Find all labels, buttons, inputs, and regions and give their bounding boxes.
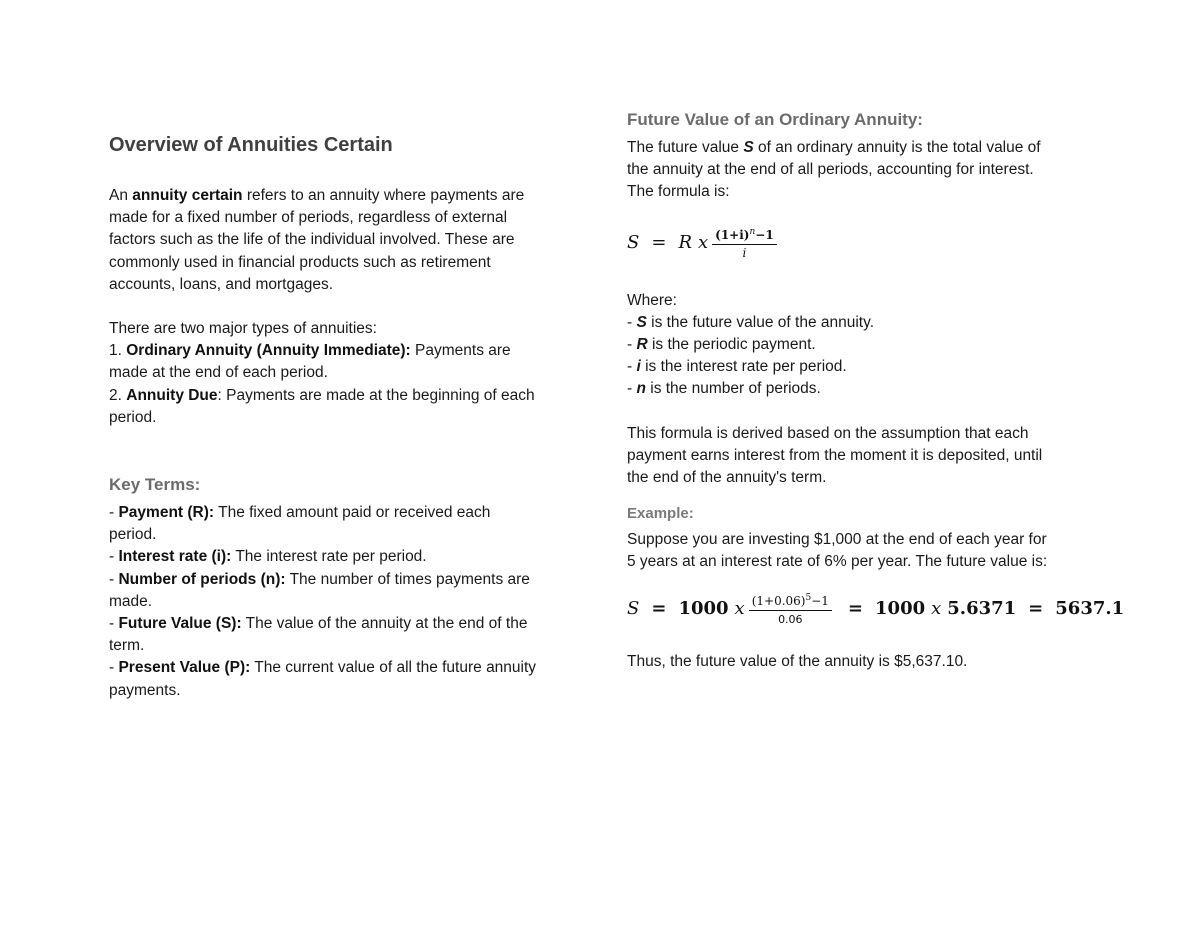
annuity-certain-term: annuity certain <box>132 187 243 204</box>
key-term-periods-cont: made. <box>109 592 153 610</box>
derivation-line3: the end of the annuity's term. <box>627 469 827 487</box>
key-term-interest: - Interest rate (i): The interest rate per period. <box>109 548 427 566</box>
key-term-periods: - Number of periods (n): The number of times payments are <box>109 570 530 588</box>
example-formula: S = 1000 x $\frac{(1+0.06)^5-1}{0.06}$ = 1000 x 5.6371 = 5637.1 <box>627 592 1125 626</box>
left-column <box>109 131 584 702</box>
annuity-types <box>109 318 584 429</box>
formula-fraction: $\frac{(1+i)^n-1}{i}$ <box>712 225 777 261</box>
intro-pre: An <box>109 187 128 204</box>
symbol-s: S <box>743 139 754 156</box>
where-list <box>627 290 1097 401</box>
type-item-ordinary: 1. Ordinary Annuity (Annuity Immediate): Payments are <box>109 342 511 360</box>
type-item-due-cont: period. <box>109 408 157 426</box>
derivation-line2: payment earns interest from the moment it is deposited, until <box>627 446 1043 464</box>
future-value-formula: S = R x $\frac{(1+i)^n-1}{i}$ <box>627 221 1097 265</box>
key-term-future-value-cont: term. <box>109 637 145 655</box>
derivation-line1: This formula is derived based on the assumption that each <box>627 424 1029 442</box>
intro-line3: factors such as the life of the individual involved. These are <box>109 231 515 249</box>
type-item-ordinary-cont: made at the end of each period. <box>109 364 328 382</box>
example-fraction: $\frac{(1+0.06)^5-1}{0.06}$ <box>749 591 832 627</box>
where-item-i: - i is the interest rate per period. <box>627 358 847 376</box>
intro-line5: accounts, loans, and mortgages. <box>109 275 334 293</box>
example-heading: Example: <box>627 505 694 523</box>
key-terms-heading: Key Terms: <box>109 475 201 495</box>
types-intro: There are two major types of annuities: <box>109 320 377 338</box>
desc-line3: The formula is: <box>627 183 730 201</box>
where-item-s: - S is the future value of the annuity. <box>627 313 875 331</box>
where-label: Where: <box>627 291 677 309</box>
key-terms-list <box>109 502 584 702</box>
key-term-future-value: - Future Value (S): The value of the annuity at the end of the <box>109 615 528 633</box>
key-term-payment-cont: period. <box>109 526 157 544</box>
intro-line1: refers to an annuity where payments are <box>246 187 525 204</box>
key-term-payment: - Payment (R): The fixed amount paid or received each <box>109 504 491 522</box>
type-item-due: 2. Annuity Due: Payments are made at the beginning of each <box>109 386 535 404</box>
example-result: 5637.1 <box>1055 597 1125 619</box>
right-column <box>627 108 1125 673</box>
intro-paragraph <box>109 185 584 296</box>
example-line2: 5 years at an interest rate of 6% per year. The future value is: <box>627 553 1048 571</box>
page-title: Overview of Annuities Certain <box>109 134 393 156</box>
intro-line2: made for a fixed number of periods, regardless of external <box>109 209 508 227</box>
future-value-heading: Future Value of an Ordinary Annuity: <box>627 110 923 129</box>
key-term-present-value-cont: payments. <box>109 681 181 699</box>
intro-line4: commonly used in financial products such as retirement <box>109 253 491 271</box>
future-value-description: The future value S of an ordinary annuity is the total value of the annuity at the end of all periods, accounting for interest. The formula is: <box>627 137 1097 204</box>
example-paragraph <box>627 529 1097 573</box>
example-line1: Suppose you are investing $1,000 at the end of each year for <box>627 531 1047 549</box>
example-conclusion: Thus, the future value of the annuity is $5,637.10. <box>627 652 968 670</box>
where-item-r: - R is the periodic payment. <box>627 336 816 354</box>
where-item-n: - n is the number of periods. <box>627 380 821 398</box>
derivation-paragraph <box>627 423 1097 490</box>
key-term-present-value: - Present Value (P): The current value of all the future annuity <box>109 659 537 677</box>
desc-line2: the annuity at the end of all periods, accounting for interest. <box>627 161 1034 179</box>
